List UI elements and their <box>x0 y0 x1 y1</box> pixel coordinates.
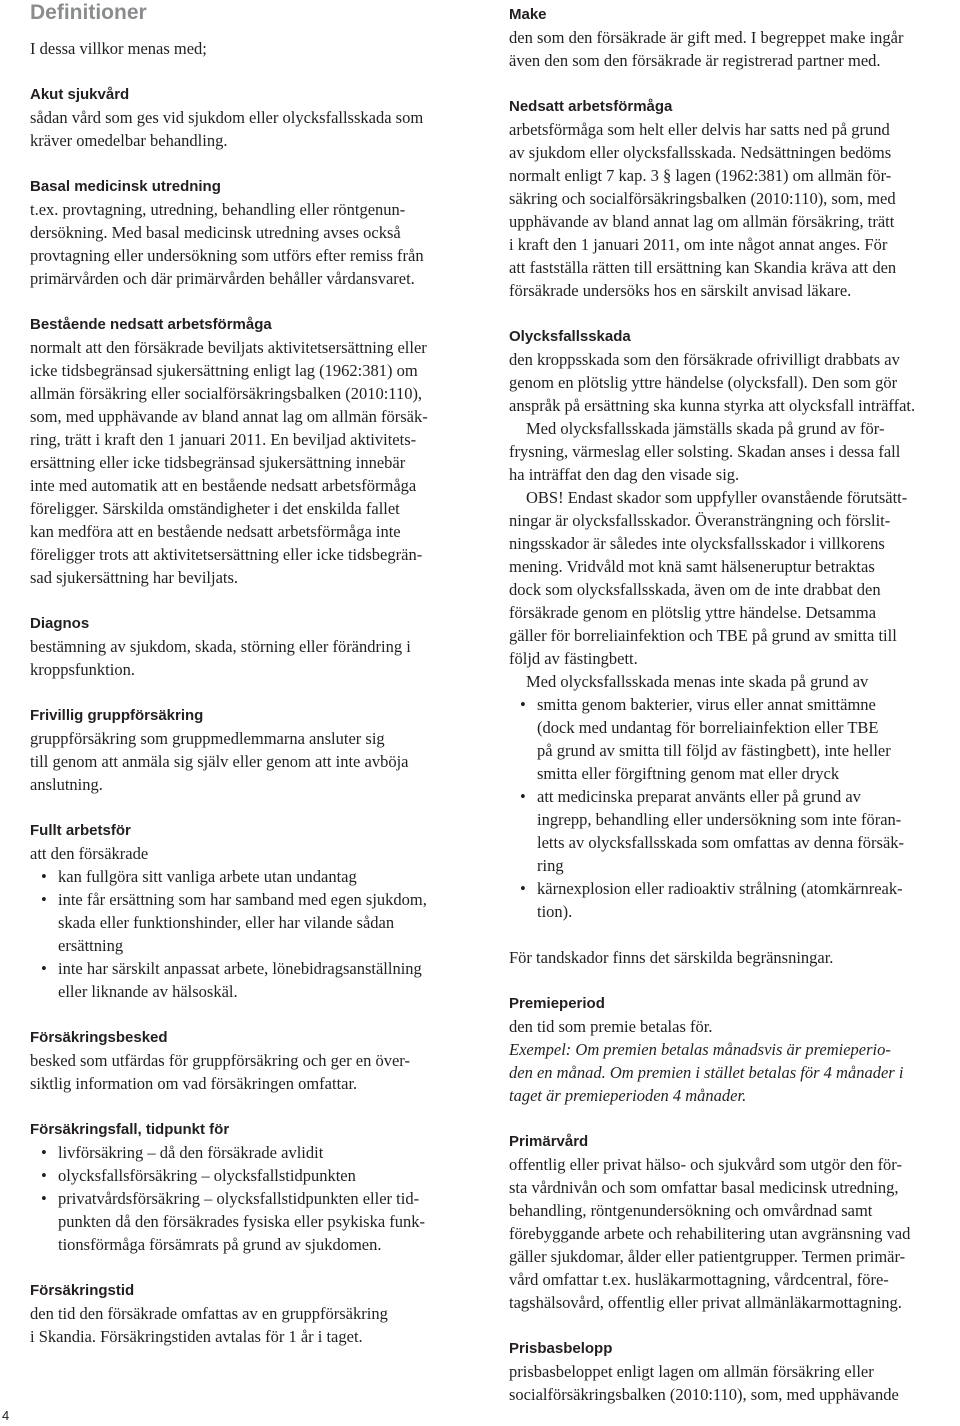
text-line: allmän försäkring eller socialförsäkringsbalken (2010:110), <box>30 384 423 403</box>
tandskador-note: För tandskador finns det särskilda begränsningar. <box>509 948 834 967</box>
def-frivillig-gruppforsakring <box>30 704 485 796</box>
text-line: Med olycksfallsskada jämställs skada på grund av för- <box>526 419 885 438</box>
text-line: behandling, röntgenundersökning och omvårdnad samt <box>509 1201 873 1220</box>
text-line: smitta eller förgiftning genom mat eller dryck <box>537 764 840 783</box>
text-line: eller liknande av hälsoskäl. <box>58 982 238 1001</box>
text-line: tagshälsovård, offentlig eller privat allmänläkarmottagning. <box>509 1293 902 1312</box>
text-line: besked som utfärdas för gruppförsäkring och ger en över- <box>30 1051 410 1070</box>
text-line: även den som den försäkrade är registrerad partner med. <box>509 51 881 70</box>
text-line: den tid som premie betalas för. <box>509 1017 713 1036</box>
text-line: av sjukdom eller olycksfallsskada. Nedsättningen bedöms <box>509 143 892 162</box>
term-title: Försäkringsfall, tidpunkt för <box>30 1121 230 1138</box>
term-title: Olycksfallsskada <box>509 328 631 345</box>
list-item <box>537 785 960 877</box>
text-line: den som den försäkrade är gift med. I begreppet make ingår <box>509 28 904 47</box>
term-definition <box>509 348 960 693</box>
list-item <box>537 877 960 923</box>
text-line: gruppförsäkring som gruppmedlemmarna ansluter sig <box>30 729 385 748</box>
text-line: • inte får ersättning som har samband med egen sjukdom, <box>58 890 427 909</box>
term-definition <box>509 1153 960 1314</box>
list-item <box>58 1141 485 1164</box>
def-forsakringstid <box>30 1279 485 1348</box>
text-line: arbetsförmåga som helt eller delvis har satts ned på grund <box>509 120 890 139</box>
text-line: i kraft den 1 januari 2011, om inte något annat anges. För <box>509 235 888 254</box>
def-fullt-arbetsfor <box>30 819 485 1003</box>
list-item <box>58 957 485 1003</box>
term-definition <box>30 635 485 681</box>
page-number: 4 <box>2 1408 10 1423</box>
def-bestaende-nedsatt-arbetsformaga <box>30 313 485 589</box>
page-heading: Definitioner <box>30 1 147 24</box>
text-line: ha inträffat den dag den visade sig. <box>509 465 740 484</box>
term-definition <box>30 1302 485 1348</box>
term-definition <box>30 727 485 796</box>
text-line: frysning, värmeslag eller solsting. Skadan anses i dessa fall <box>509 442 901 461</box>
term-definition <box>509 1015 960 1107</box>
text-line: gäller för borreliainfektion och TBE på grund av smitta till <box>509 626 897 645</box>
term-title: Försäkringsbesked <box>30 1029 168 1046</box>
text-line: som, med upphävande av bland annat lag om allmän försäk- <box>30 407 428 426</box>
text-line: bestämning av sjukdom, skada, störning eller förändring i <box>30 637 411 656</box>
text-line: ingrepp, behandling eller undersökning som inte föran- <box>537 810 902 829</box>
example-line: Exempel: Om premien betalas månadsvis är premieperio- <box>509 1040 891 1059</box>
def-forsakringsbesked <box>30 1026 485 1095</box>
text-line: säkring och socialförsäkringsbalken (2010:110), som, med <box>509 189 896 208</box>
text-line: • kärnexplosion eller radioaktiv strålning (atomkärnreak- <box>537 879 903 898</box>
text-line: följd av fästingbett. <box>509 649 638 668</box>
text-line: tionsförmåga försämrats på grund av sjukdomen. <box>58 1235 382 1254</box>
text-line: skada eller funktionshinder, eller har vilande sådan <box>58 913 395 932</box>
text-line: ningsskador är således inte olycksfallsskador i villkorens <box>509 534 885 553</box>
text-line: gäller sjukdomar, ålder eller patientgrupper. Termen primär- <box>509 1247 906 1266</box>
def-diagnos <box>30 612 485 681</box>
text-line: dock som olycksfallsskada, även om de inte drabbat den <box>509 580 881 599</box>
def-prisbasbelopp <box>509 1337 960 1406</box>
intro-text: I dessa villkor menas med; <box>30 39 207 58</box>
def-nedsatt-arbetsformaga <box>509 95 960 302</box>
term-definition <box>509 1360 960 1406</box>
text-line: provtagning eller undersökning som utförs efter remiss från <box>30 246 424 265</box>
text-line: icke tidsbegränsad sjukersättning enligt lag (1962:381) om <box>30 361 418 380</box>
term-title: Make <box>509 6 547 23</box>
def-olycksfallsskada <box>509 325 960 923</box>
text-line: letts av olycksfallsskada som omfattas av denna försäk- <box>537 833 905 852</box>
text-line: offentlig eller privat hälso- och sjukvård som utgör den för- <box>509 1155 902 1174</box>
text-line: • inte har särskilt anpassat arbete, lönebidragsanställning <box>58 959 422 978</box>
text-line: förebyggande arbete och rehabilitering utan avgränsning vad <box>509 1224 911 1243</box>
bullet-list <box>30 865 485 1003</box>
text-line: dersökning. Med basal medicinsk utredning avses också <box>30 223 401 242</box>
term-title: Akut sjukvård <box>30 86 130 103</box>
text-line: till genom att anmäla sig själv eller genom att inte avböja <box>30 752 409 771</box>
list-item <box>58 1164 485 1187</box>
text-line: ring, trätt i kraft den 1 januari 2011. En beviljad aktivitets- <box>30 430 417 449</box>
text-line: upphävande av bland annat lag om allmän försäkring, trätt <box>509 212 895 231</box>
term-definition <box>30 106 485 152</box>
left-column <box>30 0 485 1348</box>
text-line: kan medföra att en bestående nedsatt arbetsförmåga inte <box>30 522 401 541</box>
text-line: prisbasbeloppet enligt lagen om allmän försäkring eller <box>509 1362 874 1381</box>
term-definition <box>30 1049 485 1095</box>
text-line: socialförsäkringsbalken (2010:110), som, med upphävande <box>509 1385 899 1404</box>
def-akut-sjukvard <box>30 83 485 152</box>
text-line: tion). <box>537 902 573 921</box>
text-line: • smitta genom bakterier, virus eller annat smittämne <box>537 695 876 714</box>
def-primarvard <box>509 1130 960 1314</box>
term-title: Diagnos <box>30 615 90 632</box>
text-line: försäkrade genom en plötslig yttre händelse. Detsamma <box>509 603 877 622</box>
text-line: siktlig information om vad försäkringen omfattar. <box>30 1074 358 1093</box>
def-premieperiod <box>509 992 960 1107</box>
term-title: Premieperiod <box>509 995 605 1012</box>
def-make <box>509 3 960 72</box>
list-item <box>537 693 960 785</box>
bullet-list <box>509 693 960 923</box>
text-line: anslutning. <box>30 775 103 794</box>
term-title: Prisbasbelopp <box>509 1340 613 1357</box>
text-line: • olycksfallsförsäkring – olycksfallstidpunkten <box>58 1166 356 1185</box>
example-line: den en månad. Om premien i stället betalas för 4 månader i <box>509 1063 904 1082</box>
term-definition <box>30 336 485 589</box>
text-line: den kroppsskada som den försäkrade ofrivilligt drabbats av <box>509 350 900 369</box>
text-line: t.ex. provtagning, utredning, behandling eller röntgenun- <box>30 200 406 219</box>
text-line: ersättning <box>58 936 124 955</box>
bullet-list <box>30 1141 485 1256</box>
list-item <box>58 865 485 888</box>
term-definition <box>30 842 485 865</box>
text-line: inte med automatik att en bestående nedsatt arbetsförmåga <box>30 476 417 495</box>
text-line: • kan fullgöra sitt vanliga arbete utan undantag <box>58 867 357 886</box>
paragraph <box>509 486 960 670</box>
text-line: • livförsäkring – då den försäkrade avlidit <box>58 1143 324 1162</box>
text-line: OBS! Endast skador som uppfyller ovanstående förutsätt- <box>526 488 908 507</box>
text-line: sta vårdnivån och som omfattar basal medicinsk utredning, <box>509 1178 899 1197</box>
paragraph <box>509 417 960 486</box>
text-line: normalt att den försäkrade beviljats aktivitetsersättning eller <box>30 338 427 357</box>
text-line: ningar är olycksfallsskador. Överansträngning och förslit- <box>509 511 891 530</box>
text-line: • privatvårdsförsäkring – olycksfallstidpunkten eller tid- <box>58 1189 420 1208</box>
text-line: på grund av smitta till följd av fästingbett), inte heller <box>537 741 891 760</box>
term-title: Bestående nedsatt arbetsförmåga <box>30 316 272 333</box>
text-line: ring <box>537 856 564 875</box>
text-line: ersättning eller icke tidsbegränsad sjukersättning innebär <box>30 453 406 472</box>
text-line: punkten då den försäkrades fysiska eller psykiska funk- <box>58 1212 426 1231</box>
text-line: kräver omedelbar behandling. <box>30 131 228 150</box>
term-definition <box>509 26 960 72</box>
text-line: genom en plötslig yttre händelse (olycksfall). Den som gör <box>509 373 898 392</box>
list-item <box>58 888 485 957</box>
text-line: • att medicinska preparat använts eller på grund av <box>537 787 861 806</box>
text-line: att fastställa rätten till ersättning kan Skandia kräva att den <box>509 258 897 277</box>
text-line: försäkrade undersöks hos en särskilt anvisad läkare. <box>509 281 852 300</box>
def-basal-medicinsk-utredning <box>30 175 485 290</box>
term-title: Försäkringstid <box>30 1282 135 1299</box>
term-title: Nedsatt arbetsförmåga <box>509 98 673 115</box>
text-line: Med olycksfallsskada menas inte skada på grund av <box>526 672 869 691</box>
text-line: mening. Vridvåld mot knä samt hälseneruptur betraktas <box>509 557 875 576</box>
text-line: kroppsfunktion. <box>30 660 135 679</box>
text-line: föreligger trots att aktivitetsersättning eller icke tidsbegrän- <box>30 545 423 564</box>
term-title: Basal medicinsk utredning <box>30 178 221 195</box>
text-line: (dock med undantag för borreliainfektion eller TBE <box>537 718 879 737</box>
text-line: primärvården och där primärvården behåller vårdansvaret. <box>30 269 415 288</box>
term-definition <box>30 198 485 290</box>
text-line: normalt enligt 7 kap. 3 § lagen (1962:381) om allmän för- <box>509 166 892 185</box>
list-item <box>58 1187 485 1256</box>
right-column <box>509 3 960 1406</box>
text-line: att den försäkrade <box>30 844 149 863</box>
text-line: anspråk på ersättning ska kunna styrka att olycksfall inträffat. <box>509 396 916 415</box>
text-line: vård omfattar t.ex. husläkarmottagning, vårdcentral, före- <box>509 1270 889 1289</box>
term-title: Fullt arbetsför <box>30 822 131 839</box>
term-definition <box>509 118 960 302</box>
term-title: Frivillig gruppförsäkring <box>30 707 204 724</box>
def-forsakringsfall <box>30 1118 485 1256</box>
text-line: sådan vård som ges vid sjukdom eller olycksfallsskada som <box>30 108 424 127</box>
text-line: föreligger. Särskilda omständigheter i det enskilda fallet <box>30 499 400 518</box>
text-line: i Skandia. Försäkringstiden avtalas för 1 år i taget. <box>30 1327 363 1346</box>
paragraph <box>509 670 960 693</box>
example-line: taget är premieperioden 4 månader. <box>509 1086 747 1105</box>
text-line: sad sjukersättning har beviljats. <box>30 568 239 587</box>
text-line: den tid den försäkrade omfattas av en gruppförsäkring <box>30 1304 388 1323</box>
term-title: Primärvård <box>509 1133 589 1150</box>
paragraph <box>509 348 960 417</box>
